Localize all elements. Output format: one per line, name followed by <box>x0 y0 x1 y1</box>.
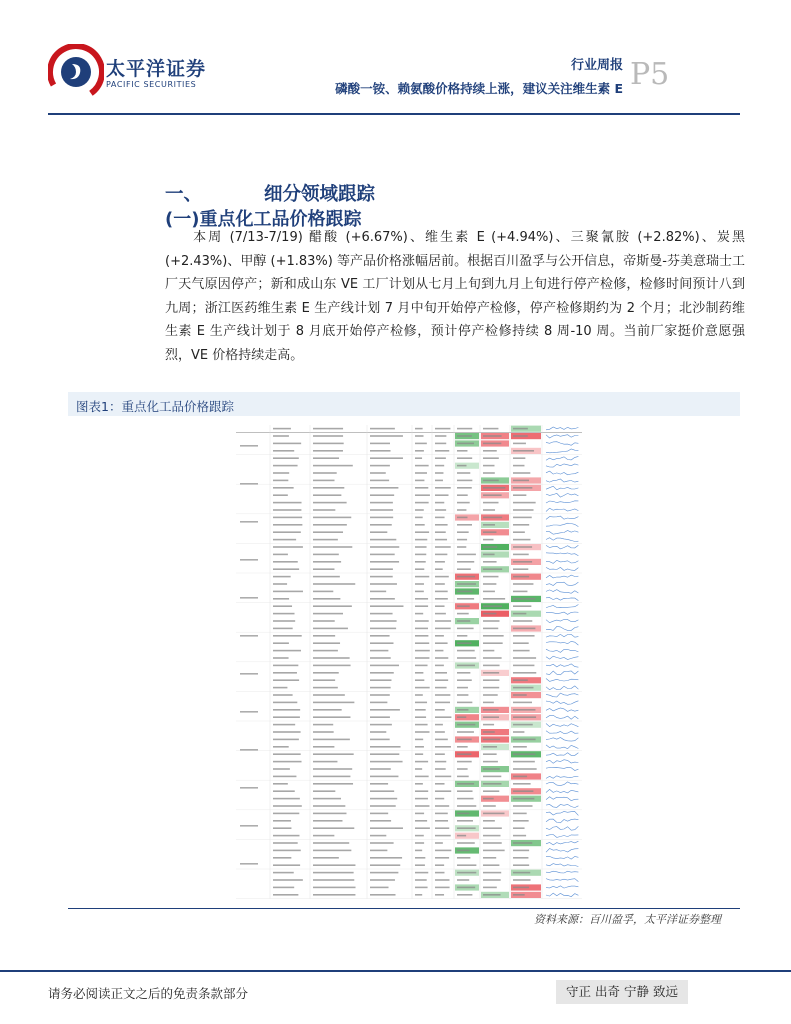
section-heading <box>165 180 375 206</box>
company-motto: 守正 出奇 宁静 致远 <box>556 980 688 1004</box>
body-paragraph <box>165 226 745 368</box>
report-type: 行业周报 <box>570 58 623 73</box>
figure-source: 资料来源：百川盈孚，太平洋证券整理 <box>534 913 721 926</box>
footer-divider <box>0 970 791 972</box>
report-title: 磷酸一铵、赖氨酸价格持续上涨，建议关注维生素 E <box>335 81 623 96</box>
body-paragraph-text: 本周 (7/13-7/19) 醋酸 (+6.67%)、维生素 E (+4.94%)、三聚氰胺 (+2.82%)、炭黑 (+2.43%)、甲醇 (+1.83%) 等产品价格涨幅居前。根据百川盈孚与公开信息，帝斯曼-芬美意瑞士工厂天气原因停产；新和成山东 VE 工厂计划从七月上旬到九月上旬进行停产检修，检修时间预计八到九周；浙江医药维生素 E 生产线计划 7 月中旬开始停产检修，停产检修期约为 2 个月；北沙制药维生素 E 生产线计划于 8 月底开始停产检修，预计停产检修持续 8 周-10 周。当前厂家挺价意愿强烈，VE 价格持续走高。 <box>165 230 745 363</box>
company-logo <box>48 44 218 100</box>
page-number: P5 <box>630 57 670 92</box>
price-tracking-table-image <box>234 421 584 905</box>
disclaimer-note: 请务必阅读正文之后的免责条款部分 <box>48 986 249 1001</box>
header-divider <box>48 113 740 115</box>
section-title: 细分领域跟踪 <box>264 184 376 205</box>
figure-title: 图表1：重点化工品价格跟踪 <box>76 399 234 414</box>
section-number: 一、 <box>165 184 203 205</box>
logo-mark-icon <box>48 44 104 100</box>
brand-name-cn: 太平洋证券 <box>106 58 207 80</box>
brand-name-en: PACIFIC SECURITIES <box>106 80 197 89</box>
subsection-heading: (一)重点化工品价格跟踪 <box>165 209 362 230</box>
